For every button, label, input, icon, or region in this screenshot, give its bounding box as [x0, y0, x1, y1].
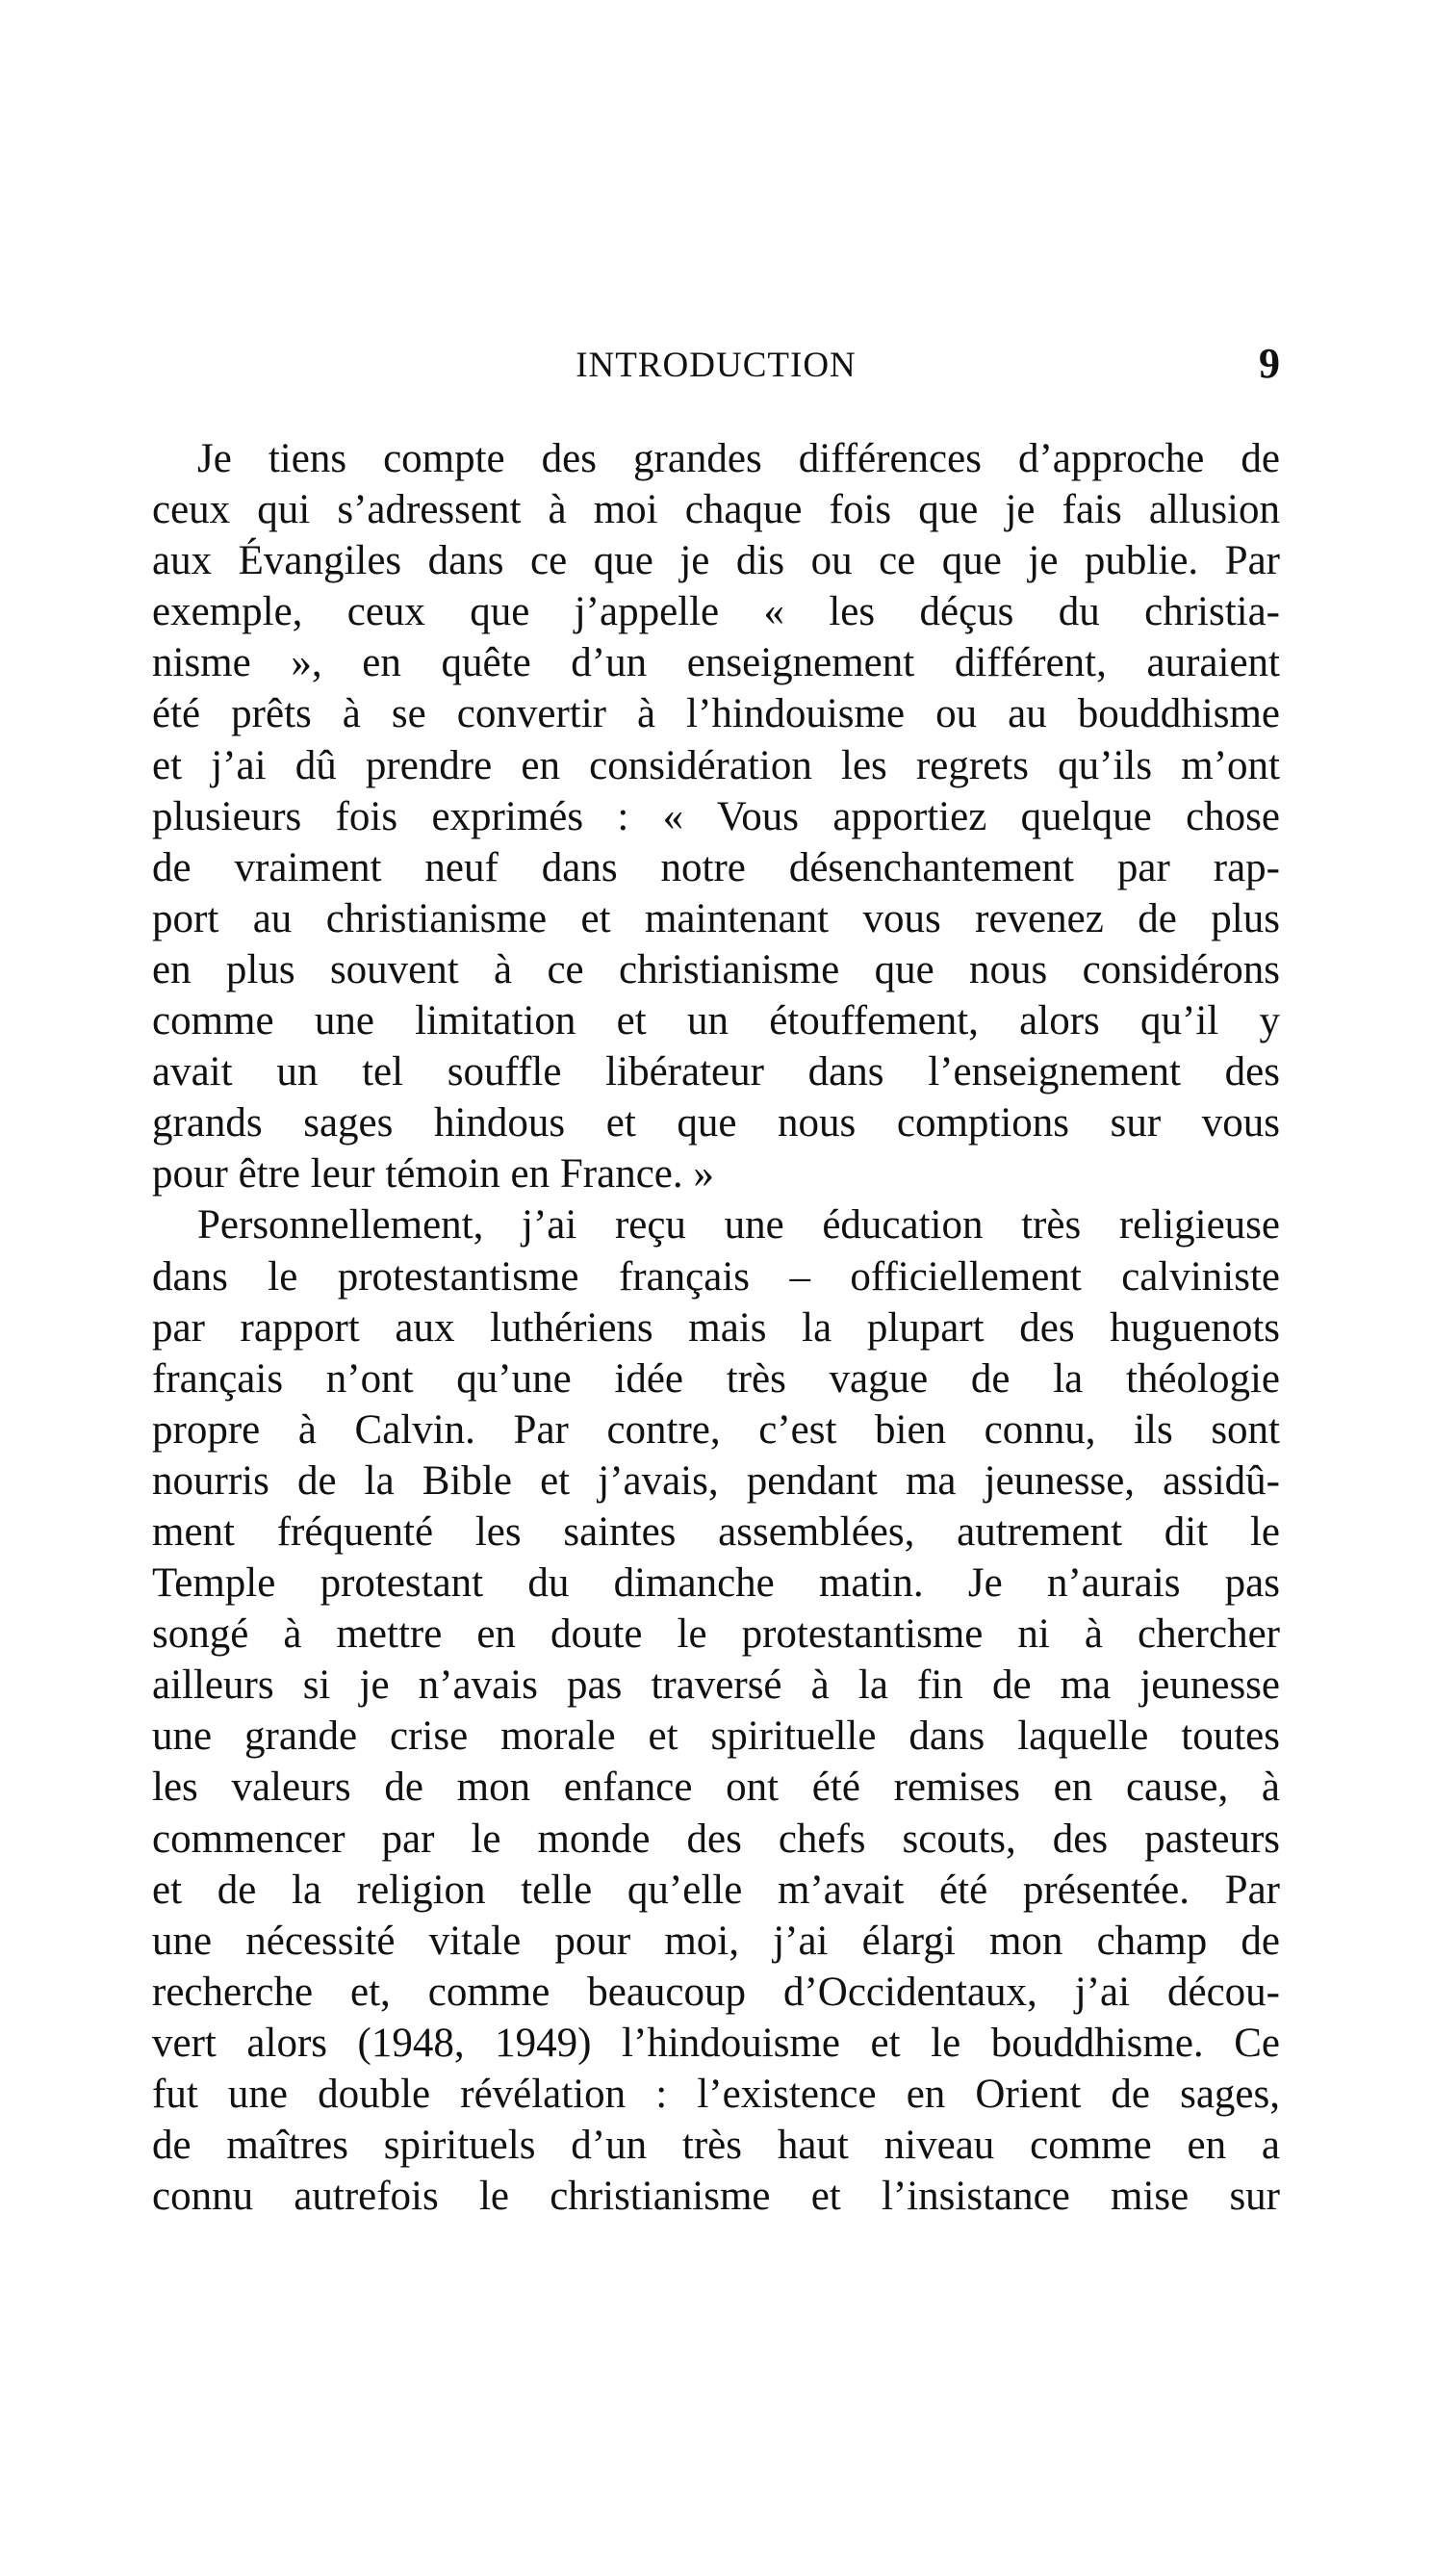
text-line: grands sages hindous et que nous comptions sur vous: [152, 1100, 1280, 1146]
text-line: recherche et, comme beaucoup d’Occidentaux, j’ai décou-: [152, 1969, 1280, 2015]
text-line: port au christianisme et maintenant vous revenez de plus: [152, 895, 1280, 941]
page-number: 9: [1259, 340, 1280, 387]
text-line: et de la religion telle qu’elle m’avait été présentée. Par: [152, 1867, 1280, 1913]
text-line: de vraiment neuf dans notre désenchantement par rap-: [152, 844, 1280, 890]
text-line: avait un tel souffle libérateur dans l’enseignement des: [152, 1049, 1280, 1095]
body-text: [152, 433, 1280, 2222]
running-head: [152, 339, 1280, 397]
text-line: Je tiens compte des grandes différences d’approche de: [197, 436, 1280, 481]
text-line: connu autrefois le christianisme et l’insistance mise sur: [152, 2174, 1280, 2220]
text-line: comme une limitation et un étouffement, alors qu’il y: [152, 998, 1280, 1044]
text-line: plusieurs fois exprimés : « Vous apportiez quelque chose: [152, 793, 1280, 839]
text-line: exemple, ceux que j’appelle « les déçus du christia-: [152, 589, 1280, 635]
text-line: une grande crise morale et spirituelle dans laquelle toutes: [152, 1713, 1280, 1760]
text-line: ailleurs si je n’avais pas traversé à la fin de ma jeunesse: [152, 1662, 1280, 1709]
running-title: INTRODUCTION: [576, 346, 857, 385]
text-line: fut une double révélation : l’existence en Orient de sages,: [152, 2072, 1280, 2117]
text-line: ment fréquenté les saintes assemblées, autrement dit le: [152, 1508, 1280, 1555]
text-line: vert alors (1948, 1949) l’hindouisme et le bouddhisme. Ce: [152, 2020, 1280, 2066]
text-line: et j’ai dû prendre en considération les regrets qu’ils m’ont: [152, 742, 1280, 788]
text-line: une nécessité vitale pour moi, j’ai élargi mon champ de: [152, 1918, 1280, 1964]
text-line: aux Évangiles dans ce que je dis ou ce que je publie. Par: [152, 538, 1280, 584]
text-line: Temple protestant du dimanche matin. Je n’aurais pas: [152, 1560, 1280, 1607]
text-line: dans le protestantisme français – officiellement calviniste: [152, 1253, 1280, 1300]
text-line: français n’ont qu’une idée très vague de la théologie: [152, 1355, 1280, 1402]
text-line: de maîtres spirituels d’un très haut niveau comme en a: [152, 2123, 1280, 2169]
text-line: été prêts à se convertir à l’hindouisme ou au bouddhisme: [152, 691, 1280, 737]
text-line: propre à Calvin. Par contre, c’est bien connu, ils sont: [152, 1406, 1280, 1453]
text-line: songé à mettre en doute le protestantisme ni à chercher: [152, 1611, 1280, 1658]
text-line: Personnellement, j’ai reçu une éducation très religieuse: [197, 1202, 1280, 1249]
text-line: les valeurs de mon enfance ont été remises en cause, à: [152, 1765, 1280, 1811]
text-line: pour être leur témoin en France. »: [152, 1151, 714, 1198]
text-line: nisme », en quête d’un enseignement différent, auraient: [152, 640, 1280, 686]
text-line: par rapport aux luthériens mais la plupart des huguenots: [152, 1304, 1280, 1351]
text-line: nourris de la Bible et j’avais, pendant ma jeunesse, assidû-: [152, 1457, 1280, 1504]
text-line: ceux qui s’adressent à moi chaque fois que je fais allusion: [152, 487, 1280, 533]
text-line: commencer par le monde des chefs scouts, des pasteurs: [152, 1816, 1280, 1862]
text-line: en plus souvent à ce christianisme que nous considérons: [152, 946, 1280, 992]
